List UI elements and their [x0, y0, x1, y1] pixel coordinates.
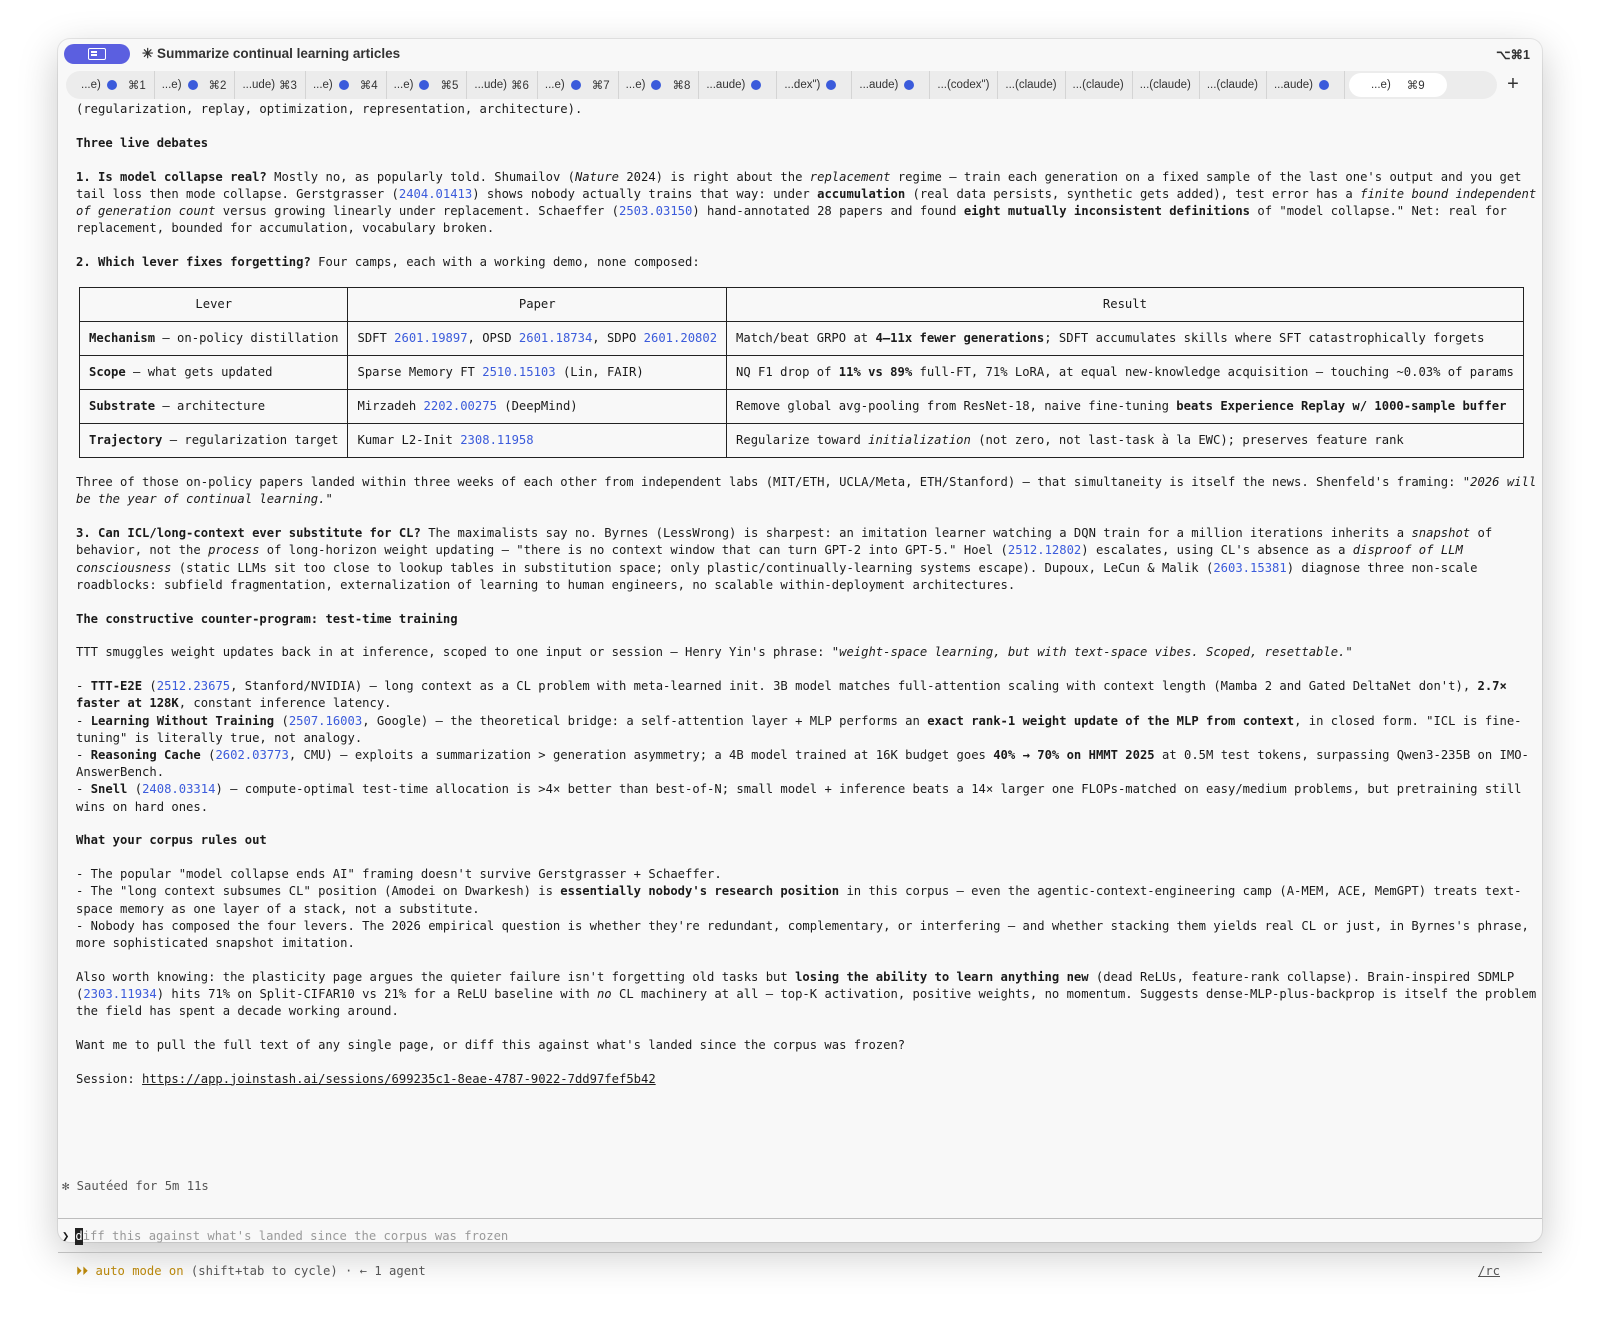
tab-10[interactable] [777, 71, 852, 99]
list-item: - The "long context subsumes CL" position (Amodei on Dwarkesh) is essentially nobody's research position in this corpus — even the agentic-context-engineering camp (A-MEM, ACE, MemGPT) treats text-space memory as one layer of a stack, not a substitute. [76, 884, 1522, 916]
tab-list [66, 71, 1497, 99]
paper-link[interactable]: 2512.23675 [156, 679, 231, 694]
tab-shortcut: ⌘7 [591, 80, 610, 92]
activity-dot-icon [339, 80, 349, 90]
tab-1[interactable] [74, 71, 155, 99]
rc-link[interactable]: /rc [1478, 1264, 1501, 1278]
section-heading: What your corpus rules out [76, 833, 267, 848]
tab-label: ...aude) [1273, 79, 1313, 91]
list-item: - TTT-E2E (2512.23675, Stanford/NVIDIA) — long context as a CL problem with meta-learned init. 3B model matches full-attention scaling with context length (Mamba 2 and Gated DeltaNet don't), 2.7× faster at 128K, constant inference latency. [76, 679, 1507, 711]
window-shortcut: ⌥⌘1 [1496, 48, 1530, 62]
tab-5[interactable] [387, 71, 468, 99]
paper-cell: Mirzadeh 2202.00275 (DeepMind) [348, 390, 727, 424]
activity-dot-icon [826, 80, 836, 90]
debate-2: 2. Which lever fixes forgetting? Four camps, each with a working demo, none composed: [76, 255, 700, 269]
lever-cell: Trajectory — regularization target [80, 424, 348, 458]
divider [58, 1218, 1542, 1219]
status-line: ✻ Sautéed for 5m 11s [62, 1179, 209, 1193]
tab-label: ...e) [393, 79, 414, 91]
paper-cell: Kumar L2-Init 2308.11958 [348, 424, 727, 458]
table-row [80, 424, 1524, 458]
tab-label: ...e) [1370, 79, 1391, 91]
tab-label: ...ude) [474, 79, 507, 91]
tab-label: ...dex") [784, 79, 821, 91]
tab-9[interactable] [699, 71, 777, 99]
sidebar-toggle-button[interactable] [64, 44, 130, 64]
paper-link[interactable]: 2601.18734 [518, 331, 593, 346]
prompt-input[interactable] [62, 1228, 508, 1245]
paper-cell: Sparse Memory FT 2510.15103 (Lin, FAIR) [348, 356, 727, 390]
lever-cell: Scope — what gets updated [80, 356, 348, 390]
tab-17[interactable] [1267, 71, 1345, 99]
tab-2[interactable] [155, 71, 236, 99]
tab-7[interactable] [538, 71, 619, 99]
table-header: Lever [80, 288, 348, 322]
list-item: - Learning Without Training (2507.16003, Google) — the theoretical bridge: a self-attention layer + MLP performs an exact rank-1 weight update of the MLP from context, in closed form. "ICL is fine-tuning" is literally true, not analogy. [76, 713, 1522, 745]
activity-dot-icon [419, 80, 429, 90]
result-cell: NQ F1 drop of 11% vs 89% full-FT, 71% LoRA, at equal new-knowledge acquisition — touching ~0.03% of params [727, 356, 1524, 390]
tab-label: ...(claude) [1005, 79, 1057, 91]
footer-status [76, 1263, 1501, 1280]
activity-dot-icon [904, 80, 914, 90]
tab-label: ...(claude) [1139, 79, 1191, 91]
list-item: - Reasoning Cache (2602.03773, CMU) — exploits a summarization > generation asymmetry; a 4B model trained at 16K budget goes 40% → 70% on HMMT 2025 at 0.5M test tokens, surpassing Qwen3-235B on IMO-AnswerBench. [76, 748, 1529, 780]
mode-hint: (shift+tab to cycle) · ← 1 agent [183, 1264, 426, 1278]
tab-13[interactable] [998, 71, 1065, 99]
tab-shortcut: ⌘2 [208, 80, 227, 92]
tab-label: ...aude) [706, 79, 746, 91]
paper-link[interactable]: 2404.01413 [398, 186, 473, 201]
table-row [80, 390, 1524, 424]
tab-11[interactable] [852, 71, 930, 99]
tab-6[interactable] [467, 71, 538, 99]
activity-dot-icon [1319, 80, 1329, 90]
paper-link[interactable]: 2507.16003 [288, 713, 363, 728]
tab-shortcut: ⌘5 [440, 80, 459, 92]
tab-label: ...e) [312, 79, 333, 91]
section-heading: The constructive counter-program: test-time training [76, 611, 458, 626]
tab-4[interactable] [306, 71, 387, 99]
tab-16[interactable] [1200, 71, 1267, 99]
activity-dot-icon [571, 80, 581, 90]
title-bar [58, 39, 1542, 69]
tab-label: ...e) [81, 79, 101, 91]
result-cell: Match/beat GRPO at 4–11x fewer generations; SDFT accumulates skills where SFT catastrophically forgets [727, 322, 1524, 356]
list-item: - The popular "model collapse ends AI" framing doesn't survive Gerstgrasser + Schaeffer. [76, 867, 722, 882]
paper-link[interactable]: 2602.03773 [215, 748, 289, 763]
paragraph: Three of those on-policy papers landed within three weeks of each other from independent labs (MIT/ETH, UCLA/Meta, ETH/Stanford) — that simultaneity is itself the news. Shenfeld's framing: "2026 will be the year of continual learning." [76, 475, 1537, 507]
tab-label: ...(claude) [1072, 79, 1124, 91]
table-header: Paper [348, 288, 727, 322]
paragraph: TTT smuggles weight updates back in at inference, scoped to one input or session — Henry Yin's phrase: "weight-space learning, but with text-space vibes. Scoped, resettable." [76, 645, 1353, 660]
tab-shortcut: ⌘9 [1406, 80, 1425, 92]
paragraph: Want me to pull the full text of any single page, or diff this against what's landed since the corpus was frozen? [76, 1038, 906, 1053]
tab-shortcut: ⌘8 [672, 80, 691, 92]
levers-table [79, 287, 1524, 458]
tab-shortcut: ⌘1 [127, 80, 146, 92]
debate-3: 3. Can ICL/long-context ever substitute for CL? The maximalists say no. Byrnes (LessWrong) is sharpest: an imitation learner watching a DQN train for a million iterations inherits a snapshot of behavior, not the process of long-horizon weight updating — "there is no context window that can turn GPT-2 into GPT-5." Hoel (2512.12802) escalates, using CL's absence as a disproof of LLM consciousness (static LLMs sit too close to lookup tables in substitution space; only plastic/continually-learning systems escape). Dupoux, LeCun & Malik (2603.15381) diagnose three non-scale roadblocks: subfield fragmentation, externalization of learning to human engineers, no scalable within-deployment architectures. [76, 526, 1493, 592]
session-link[interactable]: https://app.joinstash.ai/sessions/699235c1-8eae-4787-9022-7dd97fef5b42 [142, 1071, 656, 1086]
paper-link[interactable]: 2601.20802 [643, 331, 718, 346]
activity-dot-icon [107, 80, 117, 90]
tab-label: ...ude) [242, 79, 276, 91]
divider [58, 1252, 1542, 1253]
tab-label: ...aude) [859, 79, 899, 91]
table-row [80, 322, 1524, 356]
auto-mode-indicator[interactable]: ⏵⏵ auto mode on [76, 1264, 184, 1278]
screen-icon [88, 48, 106, 60]
paper-link[interactable]: 2303.11934 [83, 987, 157, 1002]
tab-15[interactable] [1133, 71, 1200, 99]
paper-link[interactable]: 2510.15103 [482, 365, 556, 380]
session-line: Session: https://app.joinstash.ai/sessions/699235c1-8eae-4787-9022-7dd97fef5b42 [76, 1071, 656, 1086]
lever-cell: Mechanism — on-policy distillation [80, 322, 348, 356]
tab-shortcut: ⌘3 [279, 80, 297, 92]
result-cell: Remove global avg-pooling from ResNet-18, naive fine-tuning beats Experience Replay w/ 1000-sample buffer [727, 390, 1524, 424]
prompt-caret-icon: ❯ [62, 1229, 70, 1243]
tab-label: ...e) [161, 79, 182, 91]
paragraph: Also worth knowing: the plasticity page argues the quieter failure isn't forgetting old tasks but losing the ability to learn anything new (dead ReLUs, feature-rank collapse). Brain-inspired SDMLP (2303.11934) hits 71% on Split-CIFAR10 vs 21% for a ReLU baseline with no CL machinery at all — top-K activation, positive weights, no momentum. Suggests dense-MLP-plus-backprop is itself the problem the field has spent a decade working around. [76, 969, 1537, 1019]
list-item: - Nobody has composed the four levers. The 2026 empirical question is whether they're redundant, complementary, or interfering — and whether stacking them yields real CL or just, in Byrnes's phrase, more sophisticated snapshot imitation. [76, 918, 1529, 951]
table-header: Result [727, 288, 1524, 322]
new-tab-button[interactable]: + [1507, 73, 1519, 95]
tab-shortcut: ⌘6 [511, 80, 529, 92]
paper-cell: SDFT 2601.19897, OPSD 2601.18734, SDPO 2601.20802 [348, 322, 727, 356]
paper-link[interactable]: 2601.19897 [394, 331, 468, 346]
prompt-placeholder: iff this against what's landed since the corpus was frozen [82, 1229, 509, 1243]
text-cursor: d [75, 1228, 82, 1245]
tab-14[interactable] [1066, 71, 1133, 99]
tab-label: ...(claude) [1206, 79, 1258, 91]
tab-12[interactable] [930, 71, 998, 99]
section-heading: Three live debates [76, 135, 209, 150]
tab-shortcut: ⌘4 [359, 80, 378, 92]
paper-link[interactable]: 2603.15381 [1213, 560, 1287, 575]
tab-3[interactable] [235, 71, 306, 99]
tab-8[interactable] [619, 71, 700, 99]
tab-label: ...e) [625, 79, 646, 91]
activity-dot-icon [651, 80, 661, 90]
paper-link[interactable]: 2308.11958 [460, 433, 534, 448]
list-item: - Snell (2408.03314) — compute-optimal test-time allocation is >4× better than best-of-N; small model + inference beats a 14× larger one FLOPs-matched on easy/medium problems, but pretraining still wins on hard ones. [76, 782, 1522, 814]
result-cell: Regularize toward initialization (not zero, not last-task à la EWC); preserves feature rank [727, 424, 1524, 458]
activity-dot-icon [188, 80, 198, 90]
paper-link[interactable]: 2512.12802 [1007, 543, 1082, 558]
tab-label: ...e) [544, 79, 565, 91]
table-row [80, 356, 1524, 390]
tab-label: ...(codex") [937, 79, 990, 91]
window-title: ✳ Summarize continual learning articles [142, 46, 401, 61]
activity-dot-icon [751, 80, 761, 90]
conversation-output [58, 101, 1542, 1278]
paper-link[interactable]: 2408.03314 [142, 782, 216, 797]
lever-cell: Substrate — architecture [80, 390, 348, 424]
text-line: (regularization, replay, optimization, representation, architecture). [76, 102, 583, 116]
terminal-window [58, 39, 1542, 1278]
tab-strip [66, 69, 1534, 101]
tab-active[interactable] [1349, 73, 1447, 97]
paper-link[interactable]: 2503.03150 [618, 204, 693, 218]
paper-link[interactable]: 2202.00275 [423, 399, 497, 414]
debate-1: 1. Is model collapse real? Mostly no, as popularly told. Shumailov (Nature 2024) is right about the replacement regime — train each generation on a fixed sample of the last one's output and you get tail loss then mode collapse. Gerstgrasser (2404.01413) shows nobody actually trains that way: under accumulation (real data persists, synthetic gets added), test error has a finite bound independent of generation count versus growing linearly under replacement. Schaeffer (2503.03150) hand-annotated 28 papers and found eight mutually inconsistent definitions of "model collapse." Net: real for replacement, bounded for accumulation, vocabulary broken. [76, 169, 1537, 236]
